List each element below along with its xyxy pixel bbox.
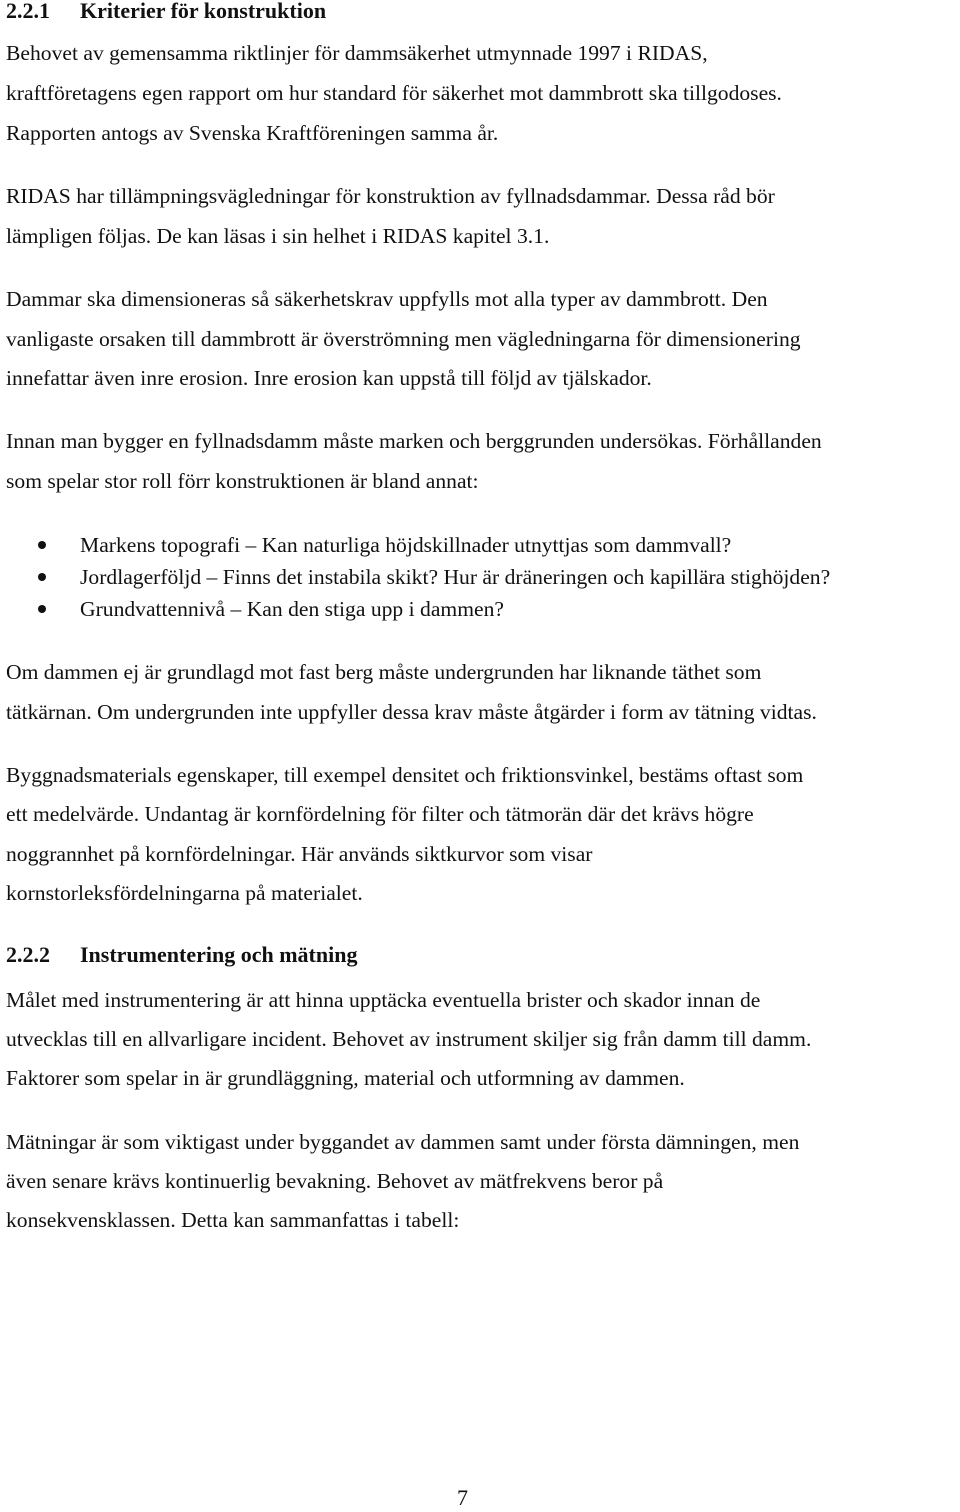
paragraph-line: Mätningar är som viktigast under byggandet av dammen samt under första dämningen, men: [6, 1130, 800, 1154]
bullet-icon: [38, 541, 46, 549]
section-title: Kriterier för konstruktion: [80, 0, 327, 23]
paragraph-line: Faktorer som spelar in är grundläggning, material och utformning av dammen.: [6, 1066, 685, 1090]
paragraph-line: RIDAS har tillämpningsvägledningar för konstruktion av fyllnadsdammar. Dessa råd bör: [6, 184, 775, 208]
paragraph-line: konsekvensklassen. Detta kan sammanfattas i tabell:: [6, 1208, 460, 1232]
paragraph-line: ett medelvärde. Undantag är kornfördelning för filter och tätmorän där det krävs högre: [6, 802, 754, 826]
paragraph-line: kraftföretagens egen rapport om hur standard för säkerhet mot dammbrott ska tillgodoses.: [6, 81, 782, 105]
paragraph-line: som spelar stor roll förr konstruktionen är bland annat:: [6, 469, 479, 493]
paragraph-line: tätkärnan. Om undergrunden inte uppfyller dessa krav måste åtgärder i form av tätning vidtas.: [6, 700, 817, 724]
bullet-icon: [38, 573, 46, 581]
bullet-icon: [38, 605, 46, 613]
section-heading-2-2-2: [6, 941, 357, 969]
paragraph-line: utvecklas till en allvarligare incident. Behovet av instrument skiljer sig från damm till damm.: [6, 1027, 812, 1051]
paragraph-line: Byggnadsmaterials egenskaper, till exempel densitet och friktionsvinkel, bestäms oftast som: [6, 763, 804, 787]
paragraph-line: innefattar även inre erosion. Inre erosion kan uppstå till följd av tjälskador.: [6, 366, 652, 390]
paragraph-line: Målet med instrumentering är att hinna upptäcka eventuella brister och skador innan de: [6, 988, 761, 1012]
paragraph-line: lämpligen följas. De kan läsas i sin helhet i RIDAS kapitel 3.1.: [6, 224, 550, 248]
page-number: 7: [457, 1485, 468, 1510]
paragraph-line: även senare krävs kontinuerlig bevakning. Behovet av mätfrekvens beror på: [6, 1169, 664, 1193]
list-item: Jordlagerföljd – Finns det instabila skikt? Hur är dräneringen och kapillära stighöjden?: [80, 565, 831, 589]
section-title: Instrumentering och mätning: [80, 942, 358, 967]
paragraph-line: Dammar ska dimensioneras så säkerhetskrav uppfylls mot alla typer av dammbrott. Den: [6, 287, 768, 311]
paragraph-line: Innan man bygger en fyllnadsdamm måste marken och berggrunden undersökas. Förhållanden: [6, 429, 822, 453]
paragraph-line: vanligaste orsaken till dammbrott är överströmning men vägledningarna för dimensionering: [6, 327, 801, 351]
list-item: Markens topografi – Kan naturliga höjdskillnader utnyttjas som dammvall?: [80, 533, 732, 557]
section-number: 2.2.1: [6, 0, 50, 23]
paragraph-line: kornstorleksfördelningarna på materialet.: [6, 881, 363, 905]
paragraph-line: Behovet av gemensamma riktlinjer för dammsäkerhet utmynnade 1997 i RIDAS,: [6, 41, 708, 65]
paragraph-line: noggrannhet på kornfördelningar. Här används siktkurvor som visar: [6, 842, 593, 866]
list-item: Grundvattennivå – Kan den stiga upp i dammen?: [80, 597, 504, 621]
section-heading-2-2-1: [6, 0, 326, 25]
paragraph-line: Om dammen ej är grundlagd mot fast berg måste undergrunden har liknande täthet som: [6, 660, 762, 684]
paragraph-line: Rapporten antogs av Svenska Kraftföreningen samma år.: [6, 121, 499, 145]
section-number: 2.2.2: [6, 942, 50, 967]
